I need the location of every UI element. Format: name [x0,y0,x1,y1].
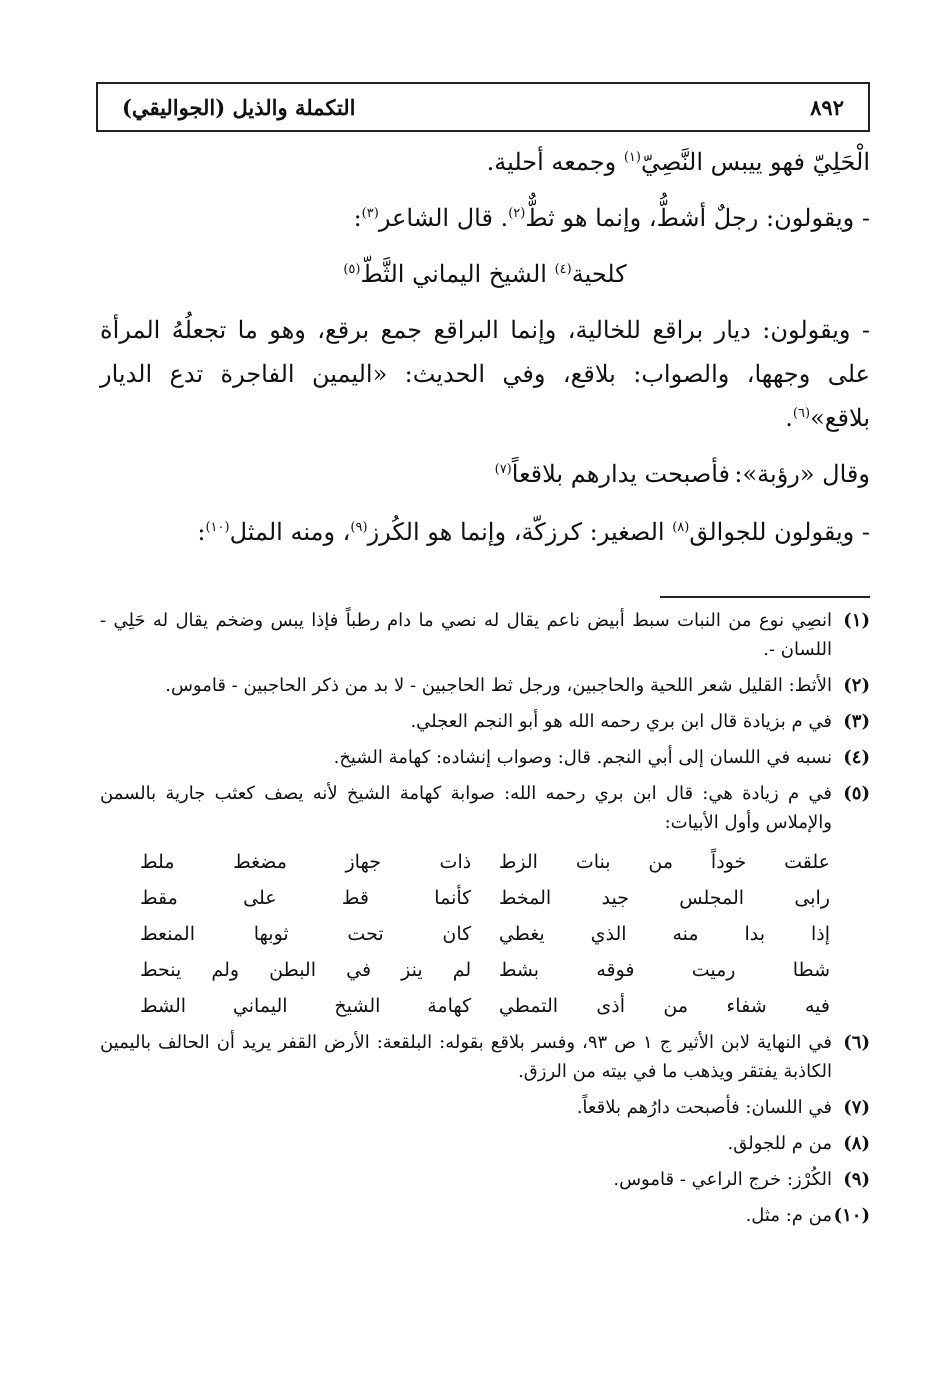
poem-hemistich-right: رابى المجلس جيد المخط [498,887,830,909]
footnote-text: الكُرْز: خرج الراعي - قاموس. [613,1169,832,1190]
footnote-number: (٨) [843,1133,870,1154]
footnote-text: من م للجولق. [727,1133,832,1154]
footnote-8 [100,1129,870,1158]
poem-hemistich-right: علقت خوداً من بنات الزط [498,851,830,873]
paragraph-2-text: : [353,204,362,232]
paragraph-2-text: - ويقولون: رجلٌ أشطُّ، وإنما هو ثطٌّ [525,204,870,232]
footnote-ref: (٥) [343,262,361,277]
poem-row [140,844,830,880]
paragraph-6-text: - ويقولون للجوالق [689,518,870,546]
paragraph-6 [100,510,870,554]
poem-hemistich-right: إذا بدا منه الذي يغطي [498,923,830,945]
page-number: ٨٩٢ [810,94,844,120]
paragraph-6-text: الصغير: كرزكّة، وإنما هو الكُرز [367,518,673,546]
footnote-text: من م: مثل. [745,1205,832,1226]
poem-hemistich-left: كهامة الشيخ اليماني الشط [140,995,472,1017]
paragraph-1 [100,140,870,184]
footnote-10 [100,1201,870,1230]
footnote-ref: (٦) [792,406,811,421]
book-title: التكملة والذيل (الجواليقي) [122,94,356,120]
verse-center [100,252,870,296]
poem [140,844,830,1024]
poem-hemistich-right: فيه شفاء من أذى التمطي [498,995,830,1017]
footnote-7 [100,1093,870,1122]
footnote-text: في م بزيادة قال ابن بري رحمه الله هو أبو النجم العجلي. [410,711,832,732]
footnote-ref: (٢) [508,206,526,221]
paragraph-1-tail: وجمعه أحلية. [486,148,624,176]
verse-text: فأصبحت يدارهم بلاقعاً [511,460,730,488]
footnote-divider [660,596,870,598]
paragraph-4 [100,308,870,440]
poem-hemistich-right: شطا رميت فوقه بشط [498,959,830,981]
main-text [100,140,870,566]
footnote-2 [100,671,870,700]
footnote-ref: (٣) [361,206,379,221]
poem-hemistich-left: لم ينز في البطن ولم ينحط [140,959,472,981]
poem-row [140,952,830,988]
footnote-6 [100,1028,870,1086]
footnote-number: (٩) [843,1169,870,1190]
footnote-number: (٥) [843,783,870,804]
poem-hemistich-left: كأنما قط على مقط [140,887,472,909]
footnotes [100,606,870,1237]
footnote-ref: (٩) [350,520,368,535]
footnote-number: (٤) [843,747,870,768]
verse-text: الشيخ اليماني الثَّطّ [360,260,555,288]
poem-hemistich-left: كان تحت ثوبها المنعط [140,923,472,945]
footnote-number: (٦) [843,1032,870,1053]
paragraph-1-text: الْحَلِيّ فهو ييبس النَّصِيّ [640,148,870,176]
verse-intro: وقال «رؤبة»: [734,460,870,488]
paragraph-6-text: ، ومنه المثل [229,518,351,546]
footnote-number: (٣) [843,711,870,732]
footnote-number: (٧) [843,1097,870,1118]
footnote-1 [100,606,870,664]
footnote-text: نسبه في اللسان إلى أبي النجم. قال: وصواب إنشاده: كهامة الشيخ. [333,747,832,768]
footnote-text: انصِي نوع من النبات سبط أبيض ناعم يقال له نصي ما دام رطباً فإذا يبس وضخم يقال له حَلِي - اللسان -. [100,610,832,660]
footnote-text: الأثط: القليل شعر اللحية والحاجبين، ورجل ثط الحاجبين - لا بد من ذكر الحاجبين - قاموس. [165,675,832,696]
poem-row [140,988,830,1024]
footnote-number: (٢) [843,675,870,696]
paragraph-2 [100,196,870,240]
footnote-5 [100,779,870,837]
footnote-number: (١) [843,610,870,631]
poem-hemistich-left: ذات جهاز مضغط ملط [140,851,472,873]
paragraph-4-text: - ويقولون: ديار براقع للخالية، وإنما البراقع جمع برقع، وهو ما تجعلُهُ المرأة على وجهها، والصواب: بلاقع، وفي الحديث: «اليمين الفاجرة تدع الديار بلاقع» [100,316,870,432]
paragraph-2-text: . قال الشاعر [378,204,509,232]
page-header [96,82,870,132]
footnote-ref: (١٠) [205,520,230,535]
footnote-ref: (٧) [494,462,512,477]
footnote-4 [100,743,870,772]
poem-row [140,916,830,952]
footnote-9 [100,1165,870,1194]
footnote-3 [100,707,870,736]
verse-text: كلحية [571,260,627,288]
paragraph-6-text: : [197,518,206,546]
poem-row [140,880,830,916]
footnote-number: (١٠) [833,1205,870,1226]
footnote-ref: (١) [623,150,641,165]
verse [495,452,730,496]
paragraph-5 [100,452,870,496]
paragraph-4-tail: . [785,404,793,432]
footnote-ref: (٤) [554,262,572,277]
footnote-ref: (٨) [672,520,690,535]
footnote-text: في النهاية لابن الأثير ج ١ ص ٩٣، وفسر بلاقع بقوله: البلقعة: الأرض القفر يريد أن الحالف باليمين الكاذبة يفتقر ويذهب ما في بيته من الرزق. [100,1032,832,1082]
footnote-text: في اللسان: فأصبحت دارُهم بلاقعاً. [576,1097,832,1118]
footnote-text: في م زيادة هي: قال ابن بري رحمه الله: صوابة كهامة الشيخ لأنه يصف كعثب جارية بالسمن والإملاس وأول الأبيات: [100,783,832,833]
